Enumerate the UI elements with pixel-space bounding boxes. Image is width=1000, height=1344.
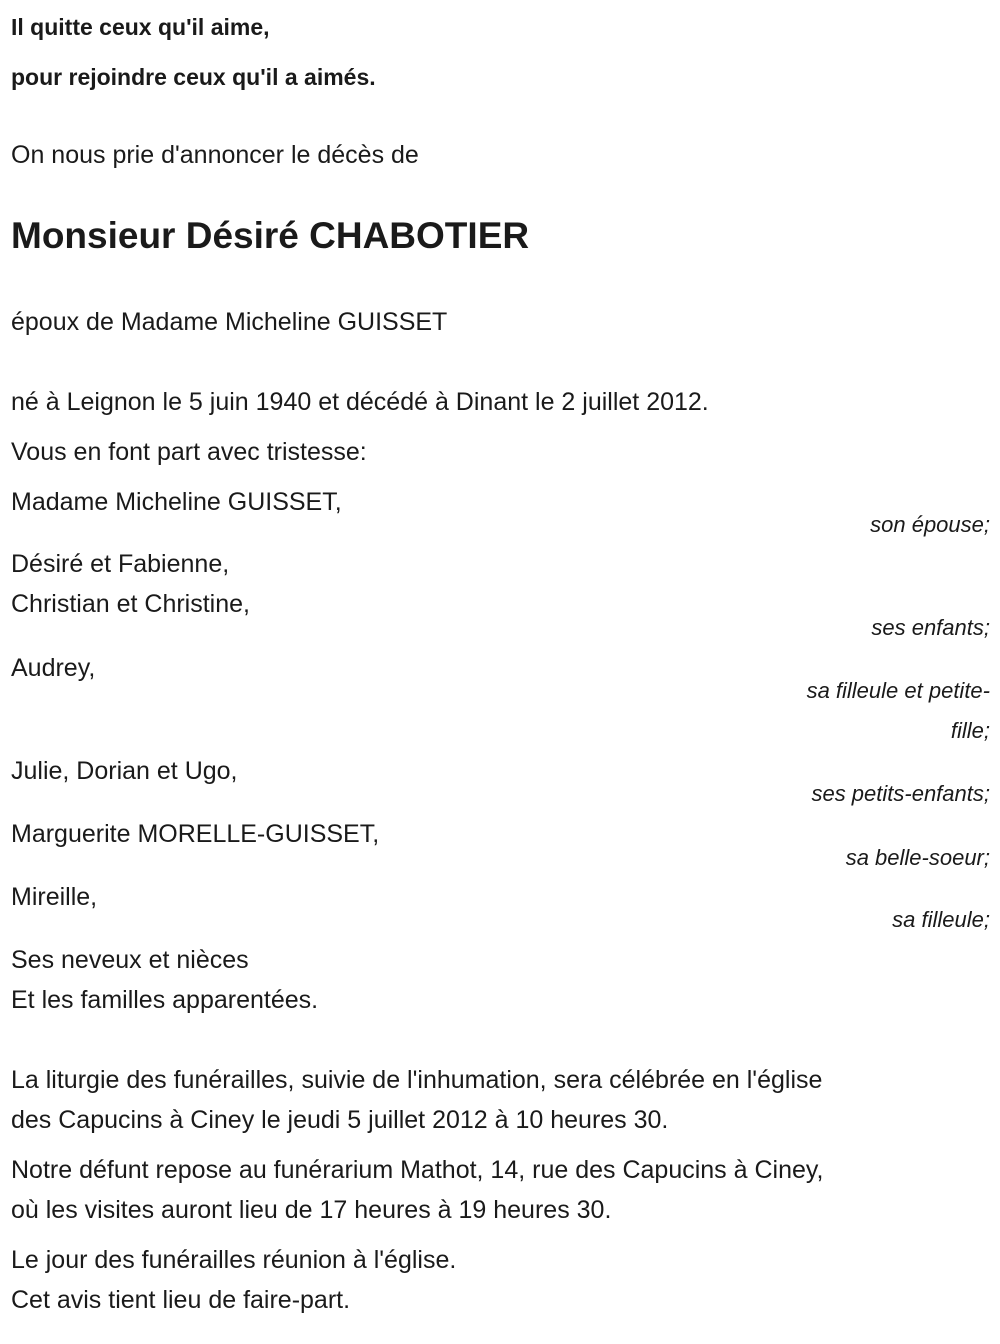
rest-line: Notre défunt repose au funérarium Mathot, 14, rue des Capucins à Ciney, — [11, 1156, 824, 1184]
others-line: Ses neveux et nièces — [11, 946, 249, 974]
family-relation: son épouse; — [870, 512, 990, 537]
family-name: Julie, Dorian et Ugo, — [11, 757, 238, 785]
rest-line: où les visites auront lieu de 17 heures à 19 heures 30. — [11, 1196, 612, 1224]
spouse-line: époux de Madame Micheline GUISSET — [11, 308, 448, 336]
liturgy-line: des Capucins à Ciney le jeudi 5 juillet 2012 à 10 heures 30. — [11, 1106, 669, 1134]
liturgy-line: La liturgie des funérailles, suivie de l'inhumation, sera célébrée en l'église — [11, 1066, 823, 1094]
family-name: Mireille, — [11, 883, 98, 911]
family-relation: fille; — [950, 718, 990, 743]
birth-death-line: né à Leignon le 5 juin 1940 et décédé à Dinant le 2 juillet 2012. — [11, 388, 709, 416]
announce-line: Vous en font part avec tristesse: — [11, 438, 367, 466]
family-name: Désiré et Fabienne, — [11, 550, 230, 578]
closing-line: Cet avis tient lieu de faire-part. — [11, 1286, 351, 1314]
family-name: Audrey, — [11, 654, 96, 682]
family-relation: ses enfants; — [871, 615, 990, 640]
epigraph-line-2: pour rejoindre ceux qu'il a aimés. — [11, 64, 376, 90]
family-name: Madame Micheline GUISSET, — [11, 488, 342, 516]
others-line: Et les familles apparentées. — [11, 986, 319, 1014]
intro-text: On nous prie d'annoncer le décès de — [11, 141, 419, 169]
family-name: Christian et Christine, — [11, 590, 250, 618]
meeting-line: Le jour des funérailles réunion à l'église. — [11, 1246, 457, 1274]
family-relation: ses petits-enfants; — [811, 781, 990, 806]
family-relation: sa filleule; — [892, 907, 990, 932]
family-name: Marguerite MORELLE-GUISSET, — [11, 820, 380, 848]
family-relation: sa filleule et petite- — [806, 678, 990, 703]
deceased-name: Monsieur Désiré CHABOTIER — [11, 215, 530, 256]
epigraph-line-1: Il quitte ceux qu'il aime, — [11, 14, 270, 40]
family-relation: sa belle-soeur; — [845, 845, 990, 870]
